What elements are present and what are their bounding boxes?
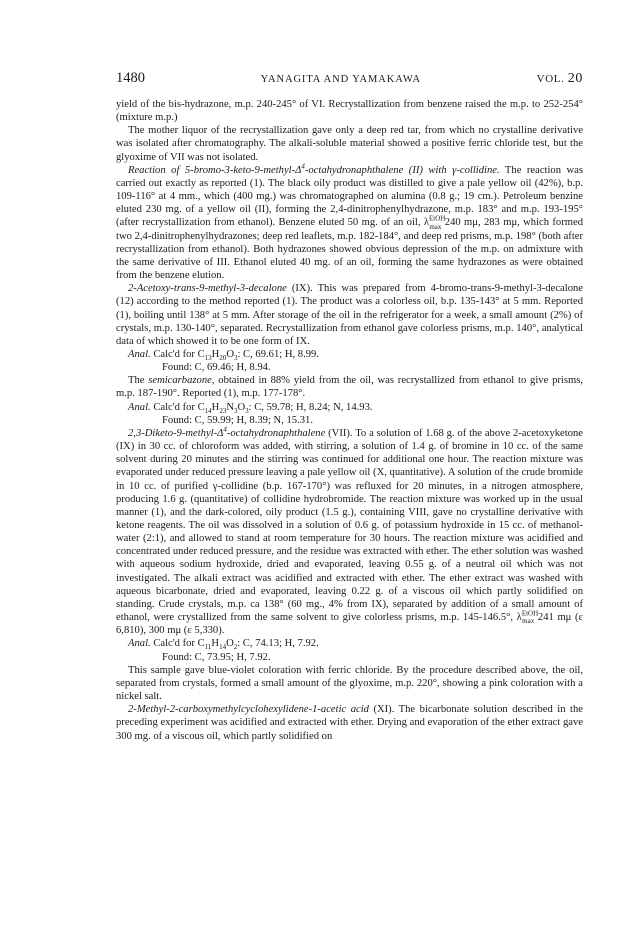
analysis-found: Found: C, 69.46; H, 8.94. [162,362,271,374]
paragraph: yield of the bis-hydrazone, m.p. 240-245° of VI. Recrystallization from benzene raised the m.p. to 252-254° (mixture m.p.) [116,99,583,124]
volume-label: VOL. 20 [536,71,583,86]
paragraph: $2,3-Diketo-9-methyl-\Delta^4$-octahydronaphthalene (VII). To a solution of 1.68 g. of the above 2-acetoxyketone (IX) in 30 cc. of chloroform was added, with stirring, a solution of 1.4 g. of bromine in 10 cc. of the same solvent during 20 minutes and the stirring was continued for additional one hour. The reaction mixture was evaporated under reduced pressure leaving a pale yellow oil (X, quantitative). A solution of the crude bromide in 10 cc. of purified γ-collidine (b.p. 167-170°) was refluxed for 20 minutes, in a nitrogen atmosphere, producing 1.6 g. (quantitative) of collidine hydrobromide. The reaction mixture was worked up in the usual manner (1), and the dark-colored, oily product (1.5 g.), containing VIII, gave no crystalline derivative with ketone reagents. The oil was dissolved in a solution of 0.6 g. of potassium hydroxide in 15 cc. of methanol-water (2:1), and allowed to stand at room temperature for 30 hours. The reaction mixture was acidified and concentrated under reduced pressure, and the residue was extracted with ether. The ether solution was washed with aqueous sodium hydroxide, dried and evaporated, leaving 0.55 g. of a neutral oil which was not investigated. The alkali extract was acidified and extracted with ether. The ether extract was washed with aqueous bicarbonate, dried and evaporated, leaving 0.22 g. of a viscous oil which partly solidified on standing. Crude crystals, m.p. ca 138° (60 mg., 4% from IX), separated by addition of a small amount of ethanol, were crystallized from the same solvent to give colorless prisms, m.p. 145-146.5°, $\lambda^{EtOH}_{max}$ 241 mμ (ε 6,810), 300 mμ (ε 5,330). [116,425,583,637]
paragraph: This sample gave blue-violet coloration with ferric chloride. By the procedure described above, the oil, separated from crystals, formed a small amount of the glyoxime, m.p. 220°, showing a pink coloration with a nickel salt. [116,664,583,703]
analysis-calc: Anal. Calc'd for $C_{14}H_{23}N_3O_3$: C, 59.78; H, 8.24; N, 14.93. [128,401,373,415]
analysis-found: Found: C, 73.95; H, 7.92. [162,651,271,663]
running-title: YANAGITA AND YAMAKAWA [260,74,421,85]
analysis-found: Found: C, 59.99; H, 8.39; N, 15.31. [162,414,313,426]
page-header [116,70,583,87]
paragraph: The semicarbazone, obtained in 88% yield from the oil, was recrystallized from ethanol to give prisms, m.p. 187-190°. Reported (1), m.p. 177-178°. [116,375,583,400]
paragraph: Reaction of $5-bromo-3-keto-9-methyl-\Delta^4$-octahydronaphthalene (II) with γ-collidine. The reaction was carried out exactly as reported (1). The black oily product was distilled to give a pale yellow oil (42%), b.p. 109-116° at 4 mm., which (400 mg.) was chromatographed on alumina (0.8 g.; 19 cm.). Petroleum benzine eluted 230 mg. of a yellow oil (II), forming the 2,4-dinitrophenylhydrazone, m.p. 183° and m.p. 193-195° (after recrystallization from ethanol). Benzene eluted 50 mg. of an oil, $\lambda^{EtOH}_{max}$ 240 mμ, 283 mμ, which formed two 2,4-dinitrophenylhydrazones; deep red leaflets, m.p. 182-184°, and deep red prisms, m.p. 198° (both after recrystallization from ethanol). Both hydrazones showed obvious depression of the m.p. on admixture with the same derivative of III. Ethanol eluted 40 mg. of an oil, forming the same hydrazones as were obtained from the benzene elution. [116,162,583,282]
paragraph: 2-Acetoxy-trans-9-methyl-3-decalone (IX). This was prepared from 4-bromo-trans-9-methyl-3-decalone (12) according to the method reported (1). The product was a colorless oil, b.p. 135-143° at 5 mm. Reported (1), boiling until 138° at 5 mm. After storage of the oil in the refrigerator for a week, a small amount (2%) of crystals, m.p. 130-140°, separated. Recrystallization from ethanol gave colorless prisms, m.p. 140°, analytical data of which showed it to be one form of IX. [116,283,583,347]
paragraph: 2-Methyl-2-carboxymethylcyclohexylidene-1-acetic acid (XI). The bicarbonate solution described in the preceding experiment was acidified and extracted with ether. Drying and evaporation of the ether extract gave 300 mg. of a viscous oil, which partly solidified on [116,704,583,742]
page-number: 1480 [116,70,145,86]
paragraph: The mother liquor of the recrystallization gave only a deep red tar, from which no crystalline derivative was isolated after chromatography. The alkali-soluble material showed a positive ferric chloride test, but the glyoxime of VII was not isolated. [116,125,583,163]
article-body [116,98,583,743]
analysis-calc: Anal. Calc'd for $C_{11}H_{14}O_2$: C, 74.13; H, 7.92. [128,638,319,652]
analysis-calc: Anal. Calc'd for $C_{13}H_{20}O_3$: C, 69.61; H, 8.99. [128,348,319,363]
